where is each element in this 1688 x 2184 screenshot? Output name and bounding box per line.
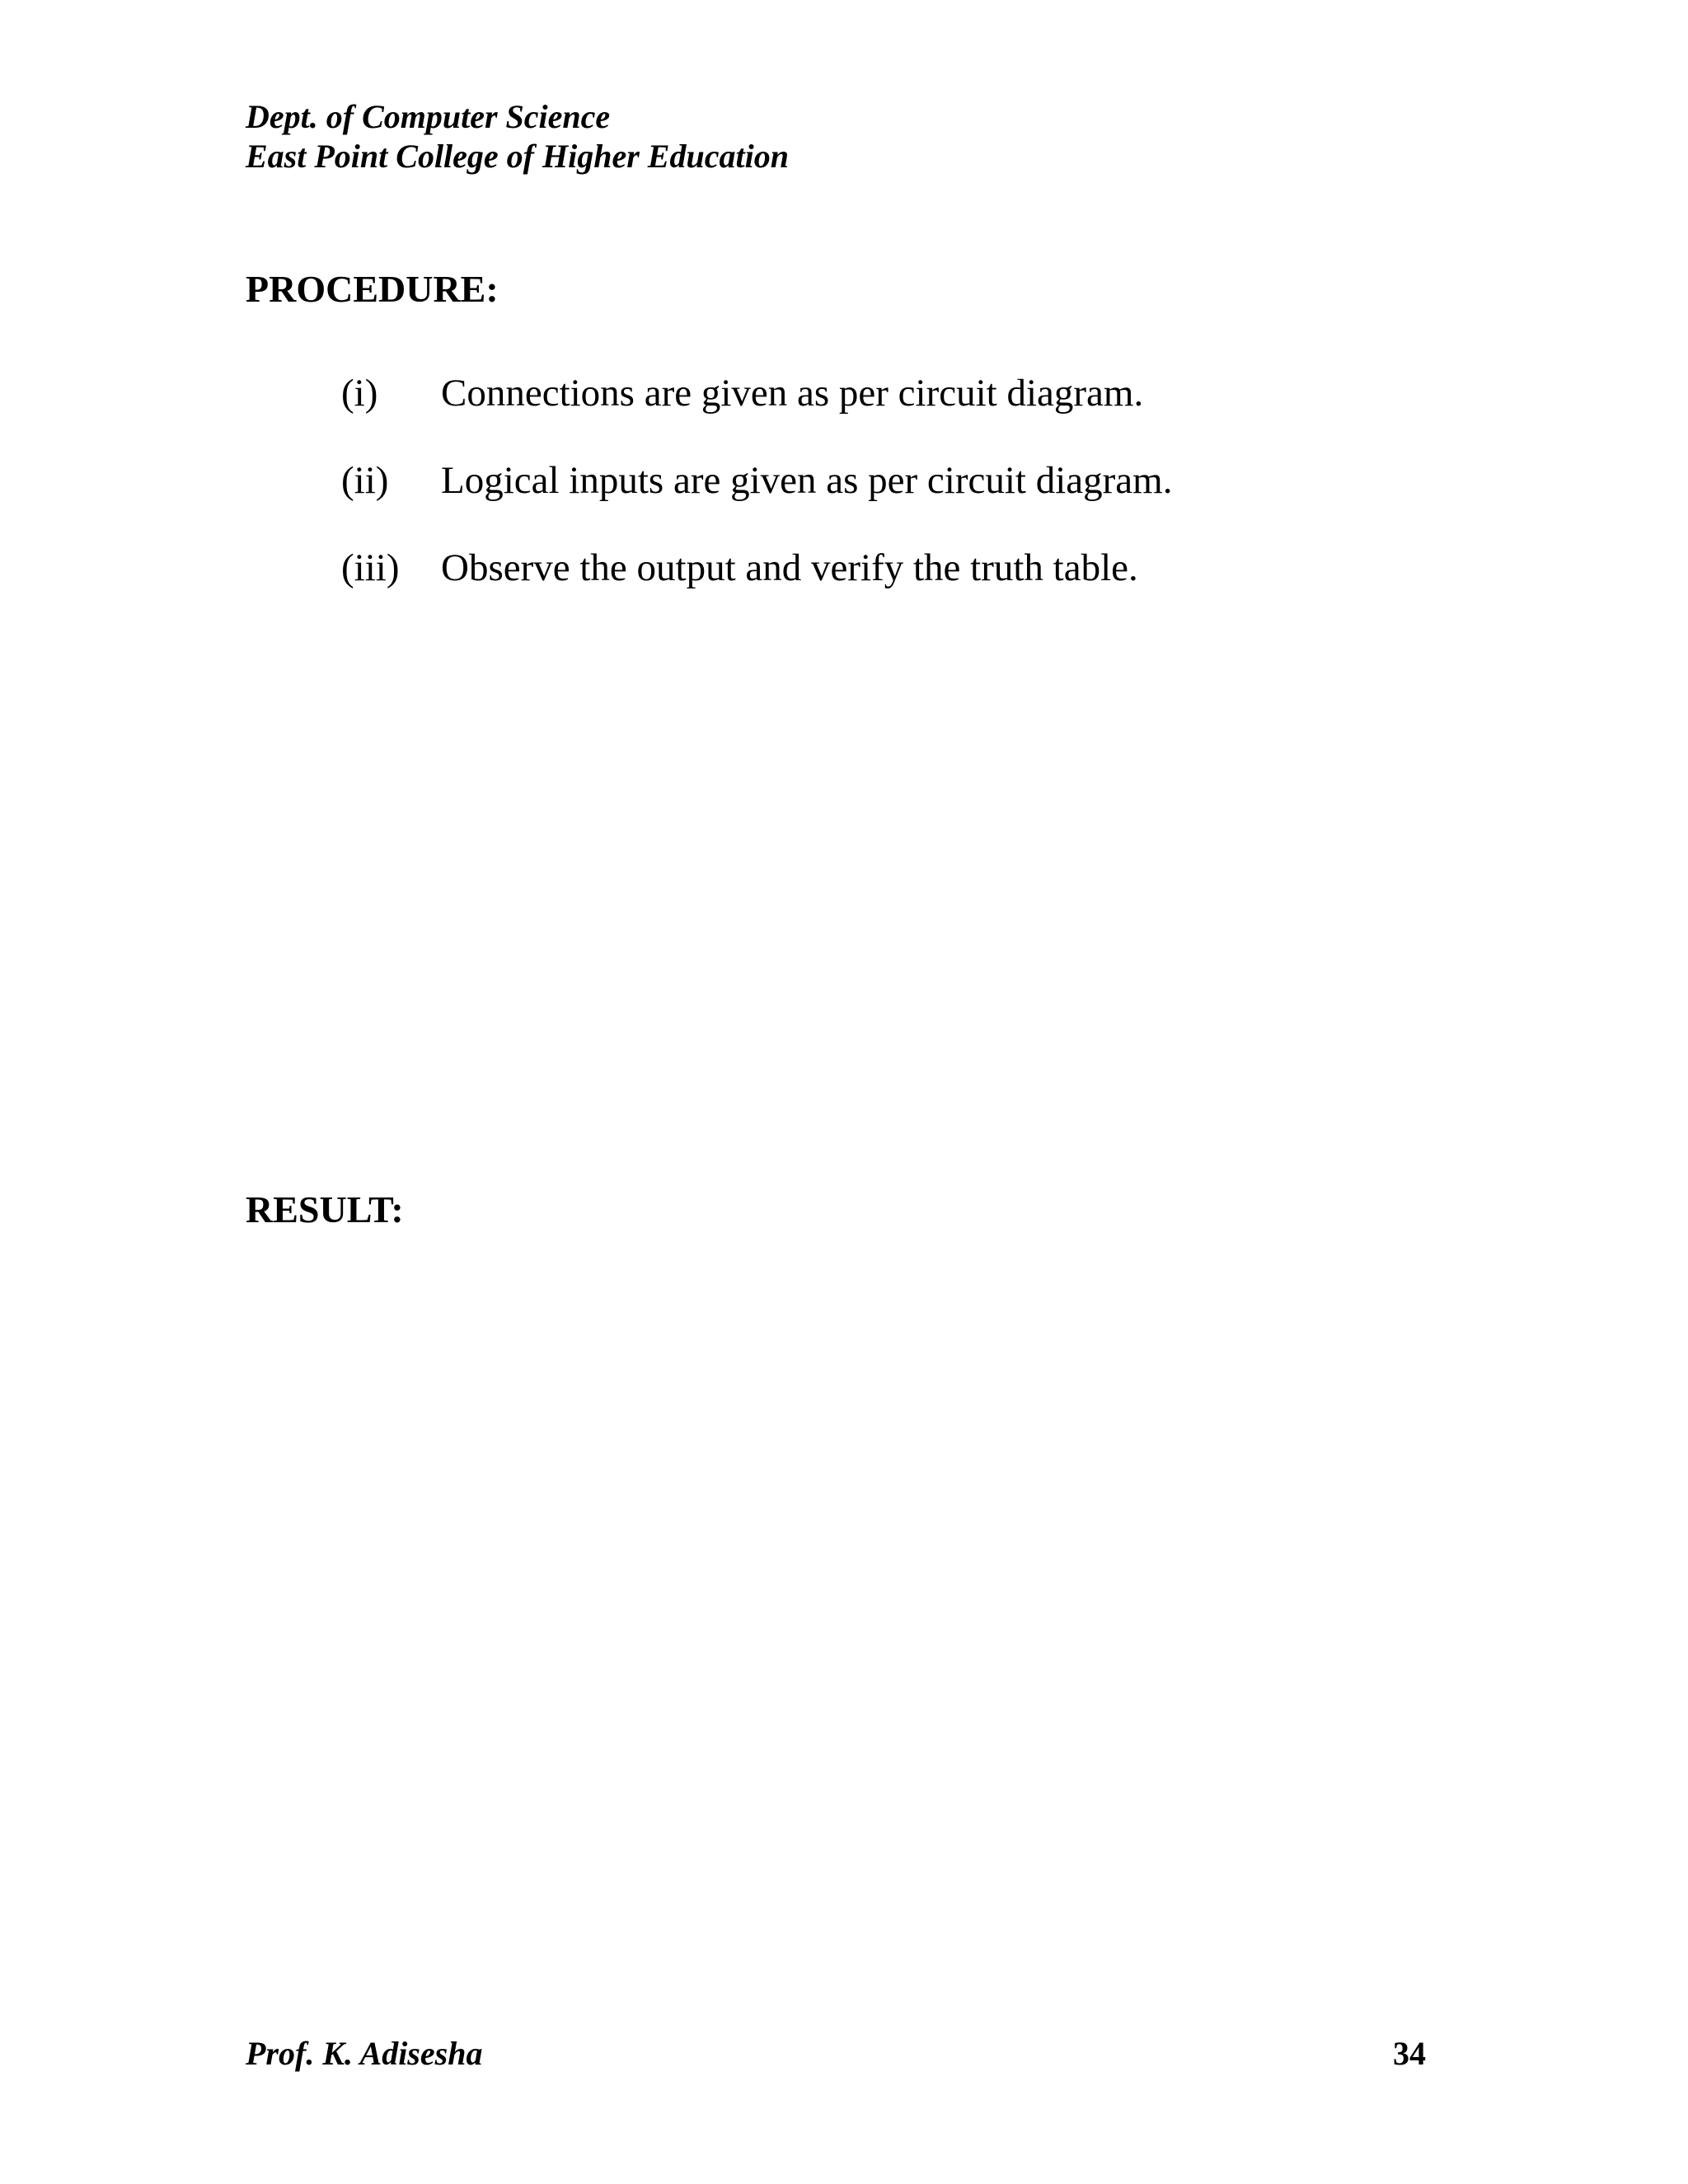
procedure-step bbox=[341, 544, 1172, 592]
procedure-step bbox=[341, 457, 1172, 504]
department-line: Dept. of Computer Science bbox=[246, 98, 611, 135]
page-header bbox=[246, 97, 789, 176]
page-number: 34 bbox=[1393, 2035, 1426, 2072]
footer-author: Prof. K. Adisesha bbox=[246, 2035, 483, 2072]
step-text: Observe the output and verify the truth table. bbox=[441, 546, 1138, 589]
procedure-steps-list bbox=[341, 369, 1172, 631]
step-text: Logical inputs are given as per circuit diagram. bbox=[441, 459, 1173, 502]
procedure-step bbox=[341, 369, 1172, 417]
step-number: (i) bbox=[341, 372, 378, 415]
step-number: (iii) bbox=[341, 546, 400, 589]
college-line: East Point College of Higher Education bbox=[246, 138, 789, 175]
step-number: (ii) bbox=[341, 459, 389, 502]
result-heading: RESULT: bbox=[246, 1188, 404, 1230]
step-text: Connections are given as per circuit diagram. bbox=[441, 372, 1144, 415]
procedure-heading: PROCEDURE: bbox=[246, 268, 499, 310]
